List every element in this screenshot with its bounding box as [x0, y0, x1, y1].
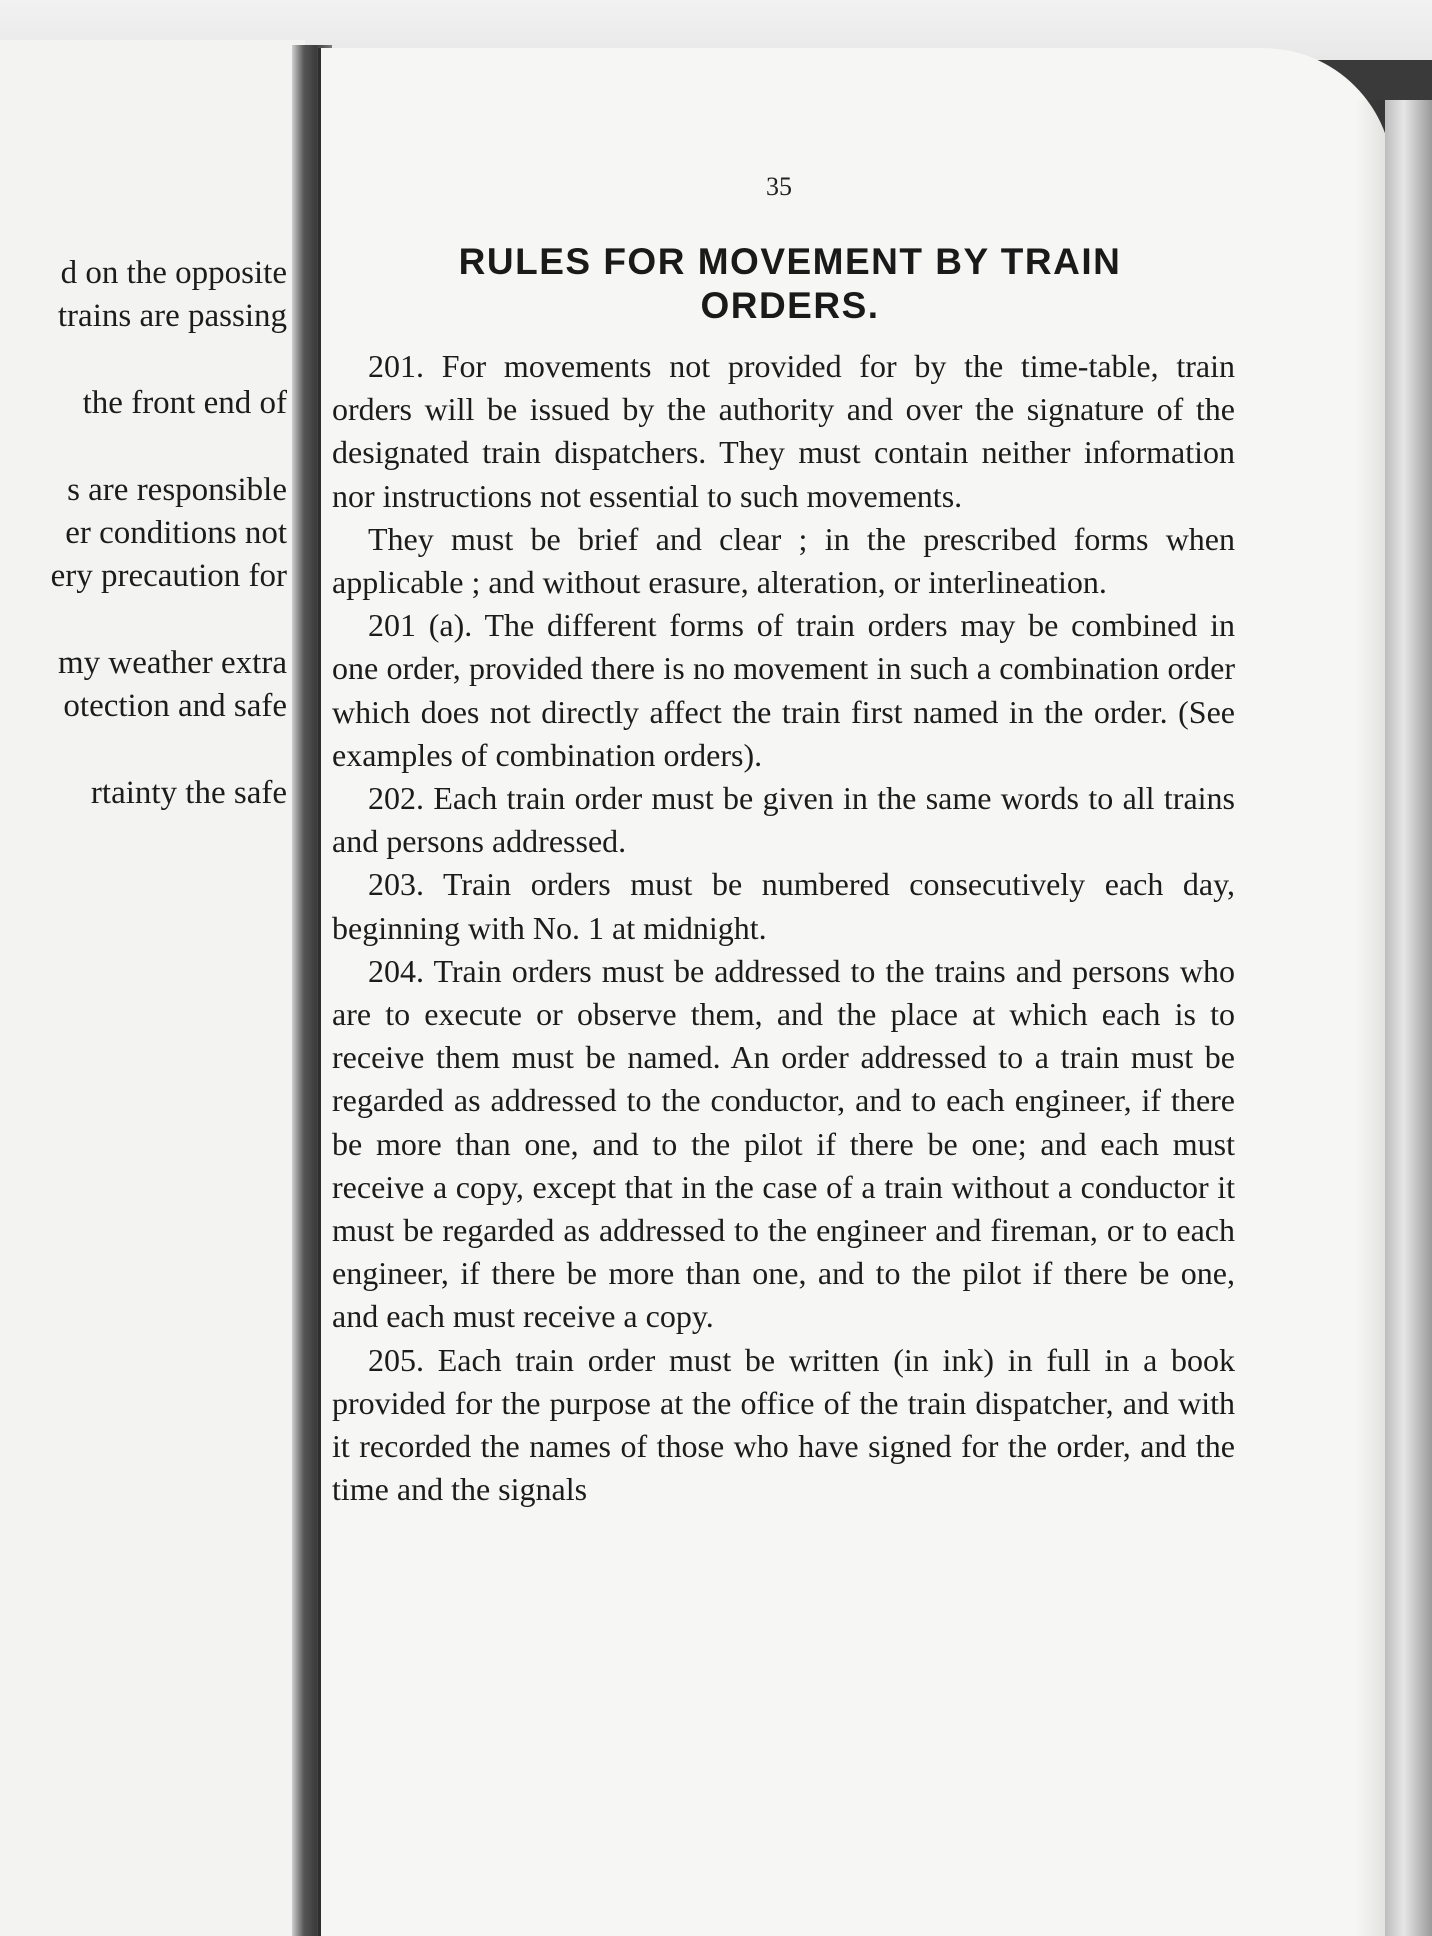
left-page-line: the front end of — [82, 385, 287, 421]
rules-text — [332, 345, 1235, 1511]
left-page-line: ery precaution for — [50, 558, 287, 594]
title-line-1: RULES FOR MOVEMENT BY TRAIN — [458, 241, 1122, 282]
rule-203: 203. Train orders must be numbered consecutively each day, beginning with No. 1 at midnight. — [332, 866, 1235, 946]
left-page-line: my weather extra — [57, 645, 287, 681]
rule-205: 205. Each train order must be written (in ink) in full in a book provided for the purpose at the office of the train dispatcher, and with it recorded the names of those who have signed for the order, and the time and the signals — [332, 1341, 1235, 1508]
rule-202: 202. Each train order must be given in the same words to all trains and persons addressed. — [332, 780, 1235, 860]
page-number: 35 — [766, 172, 792, 201]
left-page-line: s are responsible — [67, 472, 287, 508]
rule-204: 204. Train orders must be addressed to the trains and persons who are to execute or observe them, and the place at which each is to receive them must be named. An order addressed to a train must be regarded as addressed to the conductor, and to each engineer, if there be more than one, and to the pilot if there be one; and each must receive a copy, except that in the case of a train without a conductor it must be regarded as addressed to the engineer and fireman, or to each engineer, if there be more than one, and to the pilot if there be one, and each must receive a copy. — [332, 952, 1235, 1335]
page-title — [340, 240, 1240, 328]
page-shadow — [1355, 100, 1385, 1936]
left-page-line: rtainty the safe — [90, 775, 287, 811]
rule-201a: 201 (a). The different forms of train orders may be combined in one order, provided there is no movement in such a combination order which does not directly affect the train first named in the order. (See examples of combination orders). — [332, 607, 1235, 773]
left-page-line: trains are passing — [57, 298, 287, 334]
left-page — [0, 40, 305, 1936]
page-edge — [1385, 100, 1432, 1936]
rule-201: 201. For movements not provided for by the time-table, train orders will be issued by the authority and over the signature of the designated train dispatchers. They must contain neither information nor instructions not essential to such movements. — [332, 348, 1235, 514]
title-line-2: ORDERS. — [700, 285, 880, 326]
left-page-line: er conditions not — [65, 515, 287, 551]
rule-201-continued: They must be brief and clear ; in the prescribed forms when applicable ; and without erasure, alteration, or interlineation. — [332, 520, 1235, 601]
left-page-line: d on the opposite — [60, 255, 287, 291]
left-page-line: otection and safe — [63, 688, 287, 724]
